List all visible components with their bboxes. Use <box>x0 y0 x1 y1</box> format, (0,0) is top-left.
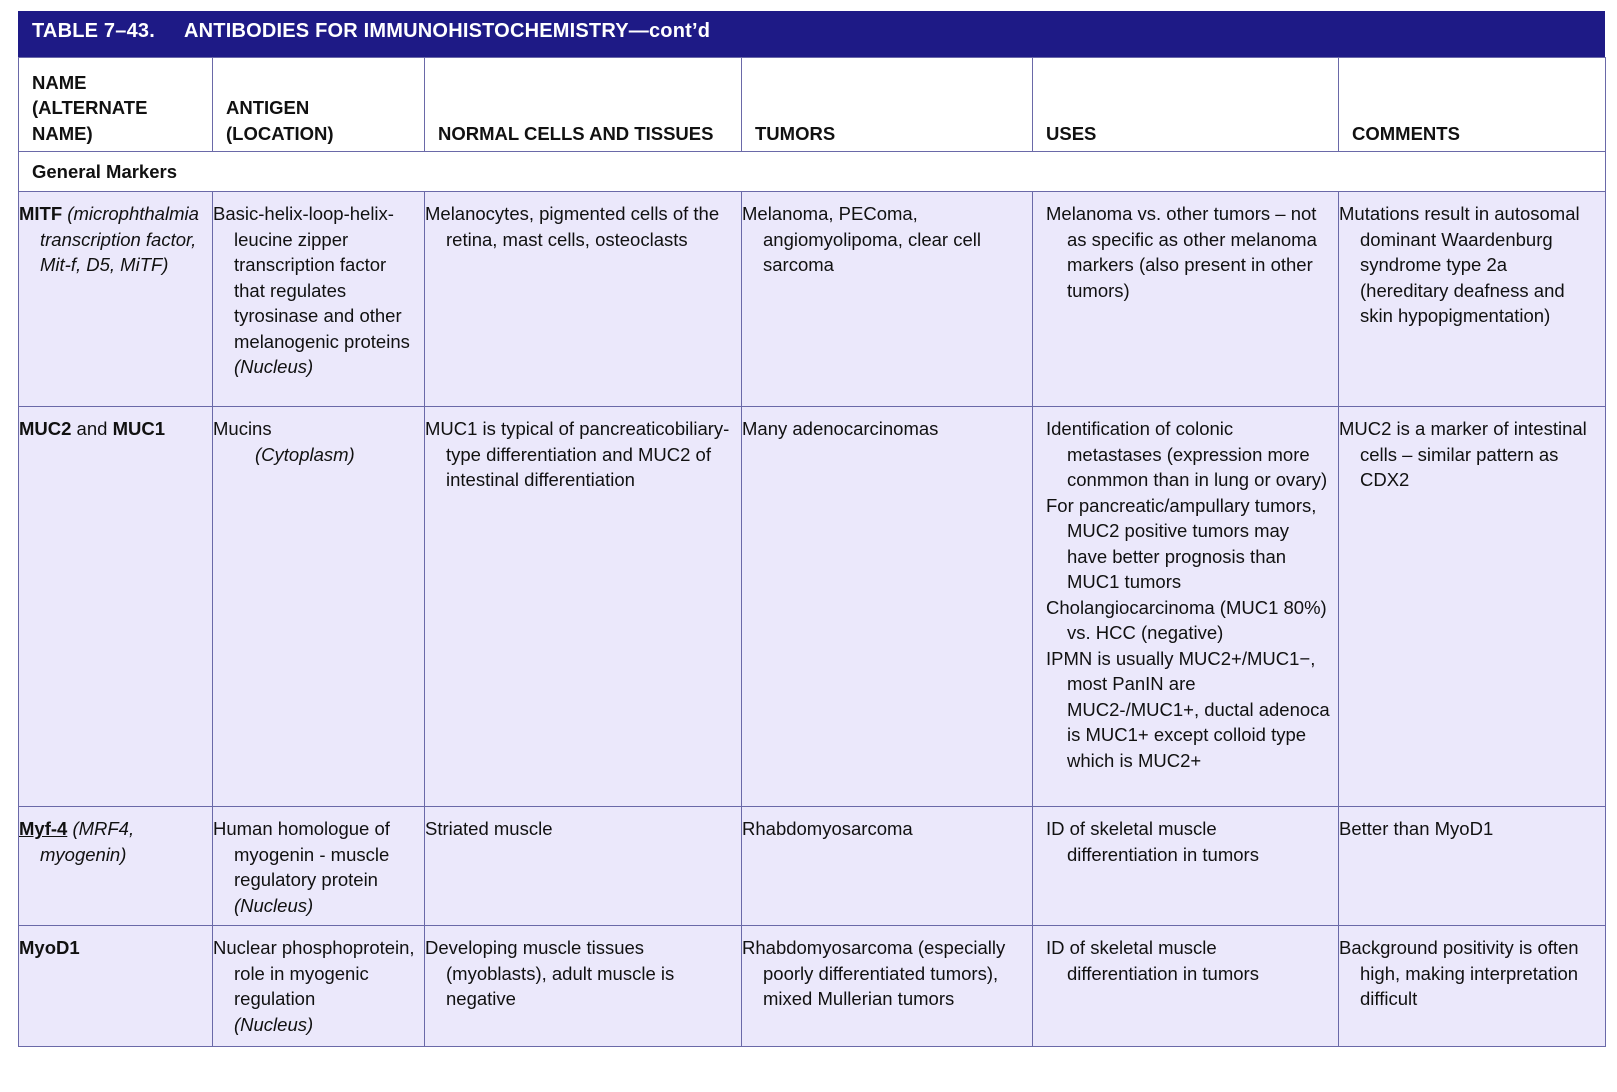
cell-tumors: Melanoma, PEComa, angiomyolipoma, clear cell sarcoma <box>742 192 1033 407</box>
cell-antigen <box>213 807 425 926</box>
table-row <box>19 807 1606 926</box>
table-title: ANTIBODIES FOR IMMUNOHISTOCHEMISTRY—cont’d <box>184 20 711 42</box>
cell-comments: MUC2 is a marker of intestinal cells – similar pattern as CDX2 <box>1339 407 1606 807</box>
cell-antigen <box>213 192 425 407</box>
header-tumors: TUMORS <box>742 58 1033 152</box>
antigen-location: (Nucleus) <box>234 894 314 916</box>
cell-tumors: Many adenocarcinomas <box>742 407 1033 807</box>
use-item: ID of skeletal muscle differentiation in tumors <box>1046 818 1259 865</box>
section-row <box>19 152 1606 192</box>
cell-name <box>19 407 213 807</box>
cell-uses <box>1033 807 1339 926</box>
cell-normal: Striated muscle <box>425 807 742 926</box>
antibody-table <box>18 57 1606 1047</box>
marker-name: MITF <box>19 203 63 224</box>
marker-name-joiner: and <box>71 418 113 439</box>
antigen-location: (Nucleus) <box>234 356 314 377</box>
marker-name: MyoD1 <box>19 937 80 958</box>
section-label: General Markers <box>19 152 1606 192</box>
marker-alt-name: (MRF4, myogenin) <box>40 818 135 865</box>
antigen-text: Mucins <box>213 418 272 439</box>
cell-antigen <box>213 407 425 807</box>
cell-tumors: Rhabdomyosarcoma (especially poorly differentiated tumors), mixed Mullerian tumors <box>742 926 1033 1047</box>
cell-name <box>19 192 213 407</box>
table-title-bar <box>18 11 1605 57</box>
header-name: NAME (ALTERNATE NAME) <box>19 58 213 152</box>
use-item: Identification of colonic metastases (expression more conmmon than in lung or ovary) <box>1046 418 1328 490</box>
table-row <box>19 192 1606 407</box>
marker-name: Myf-4 <box>19 818 68 839</box>
cell-uses <box>1033 926 1339 1047</box>
use-item: For pancreatic/ampullary tumors, MUC2 positive tumors may have better prognosis than MUC1 tumors <box>1046 494 1317 592</box>
use-item: IPMN is usually MUC2+/MUC1−, most PanIN are MUC2-/MUC1+, ductal adenoca is MUC1+ except colloid type which is MUC2+ <box>1046 647 1330 771</box>
antigen-location: (Cytoplasm) <box>255 443 355 465</box>
use-item: ID of skeletal muscle differentiation in tumors <box>1046 937 1259 984</box>
cell-normal: Melanocytes, pigmented cells of the retina, mast cells, osteoclasts <box>425 192 742 407</box>
marker-name: MUC2 <box>19 418 72 439</box>
antigen-text: Nuclear phosphoprotein, role in myogenic regulation <box>213 937 415 1009</box>
table-row <box>19 407 1606 807</box>
antigen-location: (Nucleus) <box>234 1013 314 1035</box>
header-row <box>19 58 1606 152</box>
table-number: TABLE 7–43. <box>32 20 155 42</box>
cell-normal: MUC1 is typical of pancreaticobiliary-type differentiation and MUC2 of intestinal differentiation <box>425 407 742 807</box>
marker-alt-name: (microphthalmia transcription factor, Mit-f, D5, MiTF) <box>40 203 199 275</box>
cell-antigen <box>213 926 425 1047</box>
header-normal: NORMAL CELLS AND TISSUES <box>425 58 742 152</box>
table-row <box>19 926 1606 1047</box>
header-uses: USES <box>1033 58 1339 152</box>
header-comments: COMMENTS <box>1339 58 1606 152</box>
cell-comments: Better than MyoD1 <box>1339 807 1606 926</box>
antigen-text: Human homologue of myogenin - muscle regulatory protein <box>213 818 390 890</box>
cell-normal: Developing muscle tissues (myoblasts), adult muscle is negative <box>425 926 742 1047</box>
cell-tumors: Rhabdomyosarcoma <box>742 807 1033 926</box>
cell-comments: Mutations result in autosomal dominant Waardenburg syndrome type 2a (hereditary deafness and skin hypopigmentation) <box>1339 192 1606 407</box>
cell-name <box>19 807 213 926</box>
header-antigen: ANTIGEN (LOCATION) <box>213 58 425 152</box>
cell-uses <box>1033 407 1339 807</box>
antibody-table-container <box>18 11 1605 1047</box>
antigen-text: Basic-helix-loop-helix-leucine zipper transcription factor that regulates tyrosinase and other melanogenic proteins <box>213 203 410 352</box>
cell-comments: Background positivity is often high, making interpretation difficult <box>1339 926 1606 1047</box>
cell-name <box>19 926 213 1047</box>
use-item: Melanoma vs. other tumors – not as specific as other melanoma markers (also present in other tumors) <box>1046 203 1317 301</box>
marker-name-2: MUC1 <box>112 418 165 439</box>
cell-uses <box>1033 192 1339 407</box>
use-item: Cholangiocarcinoma (MUC1 80%) vs. HCC (negative) <box>1046 596 1327 643</box>
